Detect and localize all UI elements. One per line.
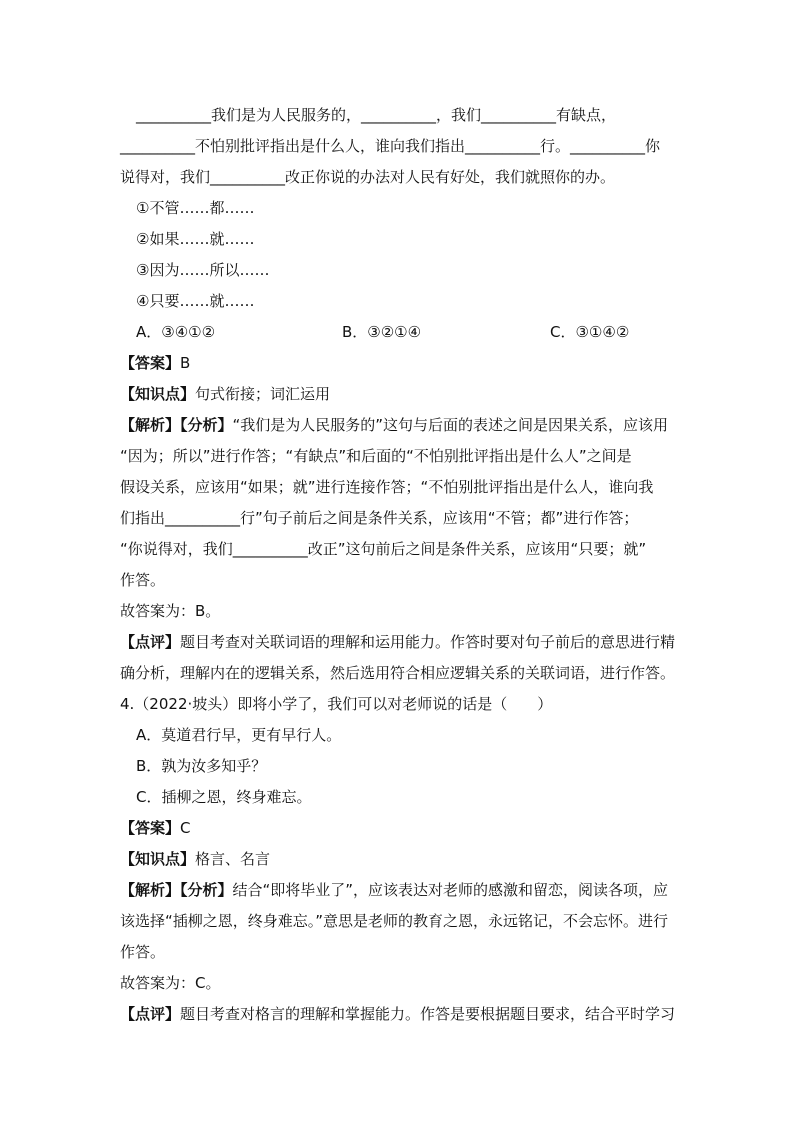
conclusion-line: 故答案为：B。 — [120, 602, 221, 620]
analysis-text: “我们是为人民服务的”这句与后面的表述之间是因果关系，应该用 — [232, 416, 669, 434]
knowledge-line — [120, 379, 680, 410]
review-label: 【点评】 — [120, 633, 181, 651]
review-text: 题目考查对格言的理解和掌握能力。作答是要根据题目要求，结合平时学习 — [180, 1005, 676, 1023]
question-stem: 4.（2022·坡头）即将小学了，我们可以对老师说的话是（ ） — [120, 695, 553, 713]
option-item: ④只要……就…… — [136, 292, 255, 310]
option-item: B．孰为汝多知乎？ — [136, 757, 267, 775]
review-label: 【点评】 — [120, 1005, 181, 1023]
choice-c: C．③①④② — [550, 323, 630, 341]
analysis-label: 【解析】【分析】 — [120, 881, 233, 899]
answer-label: 【答案】 — [120, 354, 181, 372]
option-item: ②如果……就…… — [136, 230, 255, 248]
knowledge-value: 句式衔接；词汇运用 — [195, 385, 331, 403]
choice-b: B．③②①④ — [342, 323, 422, 341]
option-item: C．插柳之恩，终身难忘。 — [136, 788, 312, 806]
review-line — [120, 627, 680, 658]
review-line — [120, 999, 680, 1030]
knowledge-line — [120, 844, 680, 875]
knowledge-value: 格言、名言 — [195, 850, 271, 868]
analysis-line: “你说得对，我们__________改正”这句前后之间是条件关系，应该用“只要；就” — [120, 540, 647, 558]
analysis-label: 【解析】【分析】 — [120, 416, 233, 434]
option-item: ①不管……都…… — [136, 199, 255, 217]
knowledge-label: 【知识点】 — [120, 850, 196, 868]
review-text: 题目考查对关联词语的理解和运用能力。作答时要对句子前后的意思进行精 — [180, 633, 676, 651]
answer-value: B — [180, 354, 191, 372]
analysis-line: 该选择“插柳之恩，终身难忘。”意思是老师的教育之恩，永远铭记，不会忘怀。进行 — [120, 912, 669, 930]
analysis-text: 结合“即将毕业了”，应该表达对老师的感激和留恋，阅读各项，应 — [232, 881, 669, 899]
review-line: 确分析，理解内在的逻辑关系，然后选用符合相应逻辑关系的关联词语，进行作答。 — [120, 664, 676, 682]
knowledge-label: 【知识点】 — [120, 385, 196, 403]
answer-value: C — [180, 819, 191, 837]
document-page — [120, 100, 680, 1030]
analysis-line: 假设关系，应该用“如果；就”进行连接作答；“不怕别批评指出是什么人，谁向我 — [120, 478, 654, 496]
passage-line: __________我们是为人民服务的，__________，我们__________有缺点， — [136, 106, 617, 124]
analysis-line: 作答。 — [120, 571, 166, 589]
analysis-line: 作答。 — [120, 943, 166, 961]
analysis-line: “因为；所以”进行作答；“有缺点”和后面的“不怕别批评指出是什么人”之间是 — [120, 447, 632, 465]
analysis-line: 们指出__________行”句子前后之间是条件关系，应该用“不管；都”进行作答； — [120, 509, 639, 527]
passage-line: 说得对，我们__________改正你说的办法对人民有好处，我们就照你的办。 — [120, 168, 616, 186]
analysis-line — [120, 410, 680, 441]
option-item: A．莫道君行早，更有早行人。 — [136, 726, 342, 744]
analysis-line — [120, 875, 680, 906]
choice-a: A．③④①② — [136, 323, 216, 341]
answer-line — [120, 348, 680, 379]
conclusion-line: 故答案为：C。 — [120, 974, 221, 992]
answer-line — [120, 813, 680, 844]
answer-label: 【答案】 — [120, 819, 181, 837]
passage-line: __________不怕别批评指出是什么人，谁向我们指出__________行。__________你 — [120, 137, 661, 155]
choice-row — [120, 317, 680, 348]
option-item: ③因为……所以…… — [136, 261, 270, 279]
